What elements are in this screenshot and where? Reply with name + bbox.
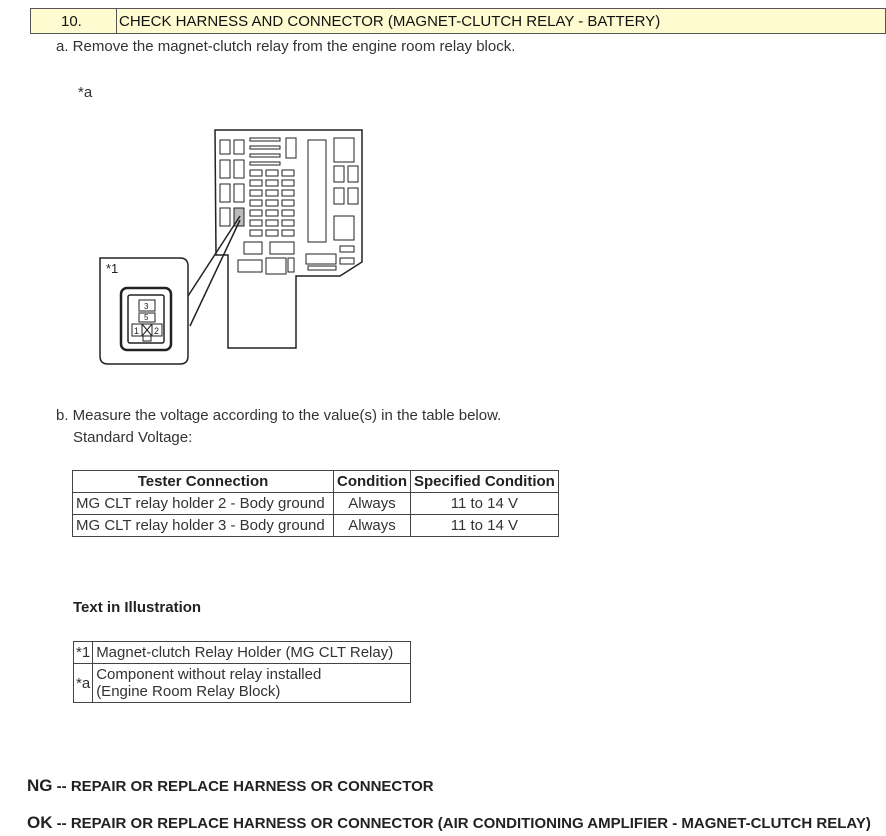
header-condition: Condition bbox=[334, 471, 411, 493]
header-specified-condition: Specified Condition bbox=[410, 471, 558, 493]
illustration-label-1: *1 bbox=[106, 261, 119, 276]
result-ng-text[interactable]: -- REPAIR OR REPLACE HARNESS OR CONNECTOR bbox=[56, 778, 434, 795]
instruction-a: a. Remove the magnet-clutch relay from the engine room relay block. bbox=[56, 38, 516, 55]
result-ng bbox=[27, 776, 434, 796]
pin-1-label: 1 bbox=[134, 326, 140, 336]
pin-5-label: 5 bbox=[144, 313, 149, 322]
cell-tester-connection: MG CLT relay holder 2 - Body ground bbox=[73, 493, 334, 515]
legend-value-line-1: Component without relay installed bbox=[96, 666, 322, 683]
legend-row bbox=[74, 664, 411, 703]
legend-value bbox=[93, 664, 411, 703]
legend-key: *a bbox=[74, 664, 93, 703]
step-number: 10. bbox=[31, 9, 117, 33]
relay-block-illustration bbox=[90, 120, 380, 370]
legend-row bbox=[74, 642, 411, 664]
step-title: CHECK HARNESS AND CONNECTOR (MAGNET-CLUTCH RELAY - BATTERY) bbox=[119, 12, 661, 30]
step-header bbox=[30, 8, 886, 34]
legend-value: Magnet-clutch Relay Holder (MG CLT Relay) bbox=[93, 642, 411, 664]
legend-value-line-2: (Engine Room Relay Block) bbox=[96, 683, 281, 700]
result-ok-text[interactable]: -- REPAIR OR REPLACE HARNESS OR CONNECTOR (AIR CONDITIONING AMPLIFIER - MAGNET-CLUTCH RELAY) bbox=[56, 815, 871, 832]
header-tester-connection: Tester Connection bbox=[73, 471, 334, 493]
standard-voltage-label: Standard Voltage: bbox=[73, 429, 193, 446]
instruction-b: b. Measure the voltage according to the value(s) in the table below. bbox=[56, 407, 502, 424]
table-row bbox=[73, 493, 559, 515]
pin-3-label: 3 bbox=[144, 302, 149, 311]
cell-tester-connection: MG CLT relay holder 3 - Body ground bbox=[73, 515, 334, 537]
table-header-row bbox=[73, 471, 559, 493]
legend-key: *1 bbox=[74, 642, 93, 664]
table-row bbox=[73, 515, 559, 537]
cell-condition: Always bbox=[334, 515, 411, 537]
result-ng-code: NG bbox=[27, 776, 53, 795]
pin-2-label: 2 bbox=[154, 326, 160, 336]
cell-condition: Always bbox=[334, 493, 411, 515]
cell-specified: 11 to 14 V bbox=[410, 515, 558, 537]
legend-title: Text in Illustration bbox=[73, 599, 202, 616]
voltage-table bbox=[72, 470, 559, 537]
result-ok bbox=[27, 813, 871, 833]
cell-specified: 11 to 14 V bbox=[410, 493, 558, 515]
illustration-label-a: *a bbox=[78, 84, 93, 101]
legend-table bbox=[73, 641, 411, 703]
result-ok-code: OK bbox=[27, 813, 53, 832]
